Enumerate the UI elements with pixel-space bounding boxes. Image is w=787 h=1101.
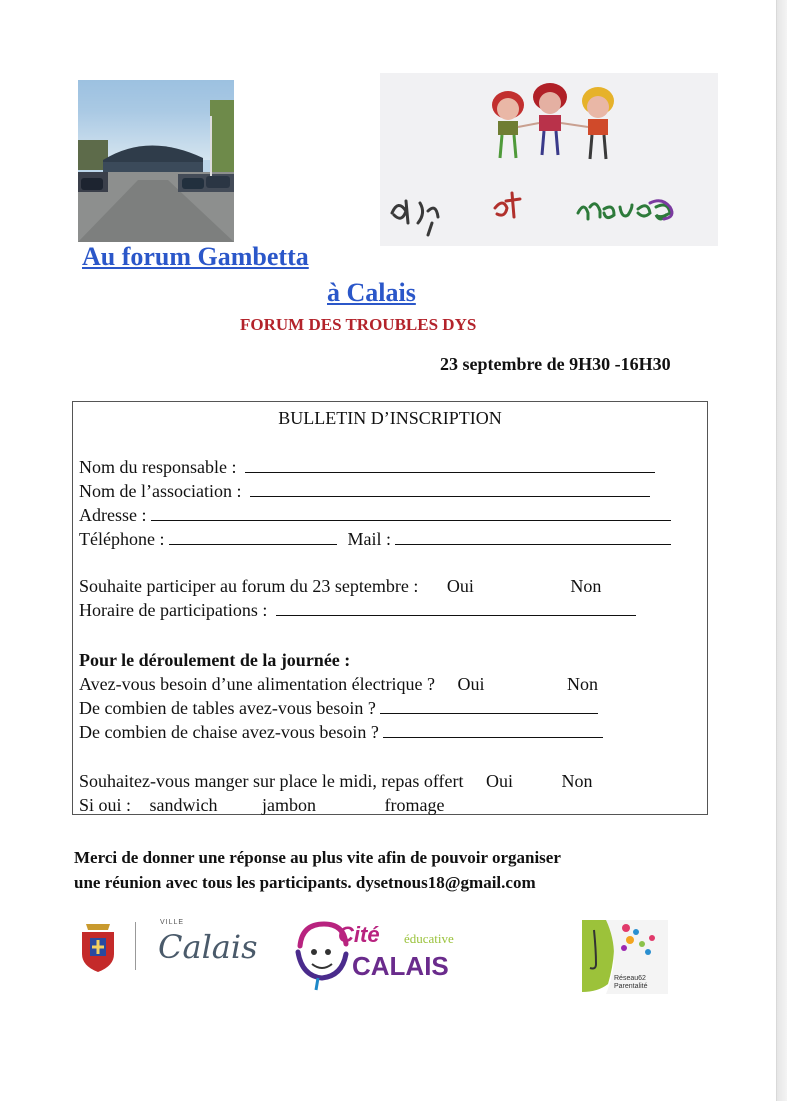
educative-label: éducative [404,931,454,946]
forum-question-row [79,576,601,597]
repas-non-option[interactable]: Non [561,771,593,791]
title-line-1[interactable]: Au forum Gambetta [82,242,309,271]
responsable-label: Nom du responsable : [79,457,237,477]
registration-form [72,401,708,815]
association-label: Nom de l’association : [79,481,242,501]
alimentation-question: Avez-vous besoin d’une alimentation électrique ? [79,674,436,694]
jambon-option[interactable]: jambon [262,795,316,815]
telephone-row [79,529,671,550]
mail-field[interactable] [395,529,671,545]
tables-row [79,698,598,719]
mail-label: Mail : [347,529,391,549]
forum-question: Souhaite participer au forum du 23 septembre : [79,576,419,596]
horaire-field[interactable] [276,600,636,616]
form-title: BULLETIN D’INSCRIPTION [278,408,502,428]
page-edge [776,0,787,1101]
cite-calais-label: CALAIS [352,951,449,981]
forum-photo [78,80,234,242]
adresse-label: Adresse : [79,505,147,525]
alimentation-non-option[interactable]: Non [567,674,599,694]
calais-coat-of-arms-icon [78,918,118,979]
repas-oui-option[interactable]: Oui [486,771,514,791]
reseau-line-2: Parentalité [614,983,648,990]
responsable-row [79,457,655,478]
alimentation-oui-option[interactable]: Oui [457,674,485,694]
chaises-field[interactable] [383,722,603,738]
footer-message [74,845,714,895]
forum-non-option[interactable]: Non [570,576,602,596]
reseau-line-1: Réseau62 [614,975,646,982]
si-oui-label: Si oui : [79,795,132,815]
si-oui-row [79,795,444,816]
responsable-field[interactable] [245,457,655,473]
horaire-row [79,600,636,621]
event-subtitle: FORUM DES TROUBLES DYS [240,315,477,334]
alimentation-row [79,674,598,695]
forum-oui-option[interactable]: Oui [446,576,474,596]
reseau-text [614,975,647,991]
sandwich-option[interactable]: sandwich [149,795,218,815]
footer-line-2: une réunion avec tous les participants. dysetnous18@gmail.com [74,873,536,892]
tables-field[interactable] [380,698,598,714]
association-row [79,481,650,502]
dys-et-nous-drawing [380,73,718,246]
horaire-label: Horaire de participations : [79,600,268,620]
deroulement-heading: Pour le déroulement de la journée : [79,650,351,670]
chaises-question: De combien de chaise avez-vous besoin ? [79,722,379,742]
adresse-row [79,505,671,526]
title-line-2[interactable]: à Calais [327,278,416,307]
event-date: 23 septembre de 9H30 -16H30 [440,354,671,374]
chaises-row [79,722,603,743]
tables-question: De combien de tables avez-vous besoin ? [79,698,376,718]
adresse-field[interactable] [151,505,671,521]
cite-label: Cité [338,922,380,947]
footer-line-1: Merci de donner une réponse au plus vite afin de pouvoir organiser [74,848,561,867]
telephone-field[interactable] [169,529,337,545]
ville-label: VILLE [160,919,185,926]
calais-logo-text: Calais [158,928,258,966]
logo-separator [135,922,136,970]
repas-question: Souhaitez-vous manger sur place le midi, repas offert [79,771,464,791]
fromage-option[interactable]: fromage [384,795,445,815]
repas-row [79,771,593,792]
telephone-label: Téléphone : [79,529,165,549]
association-field[interactable] [250,481,650,497]
